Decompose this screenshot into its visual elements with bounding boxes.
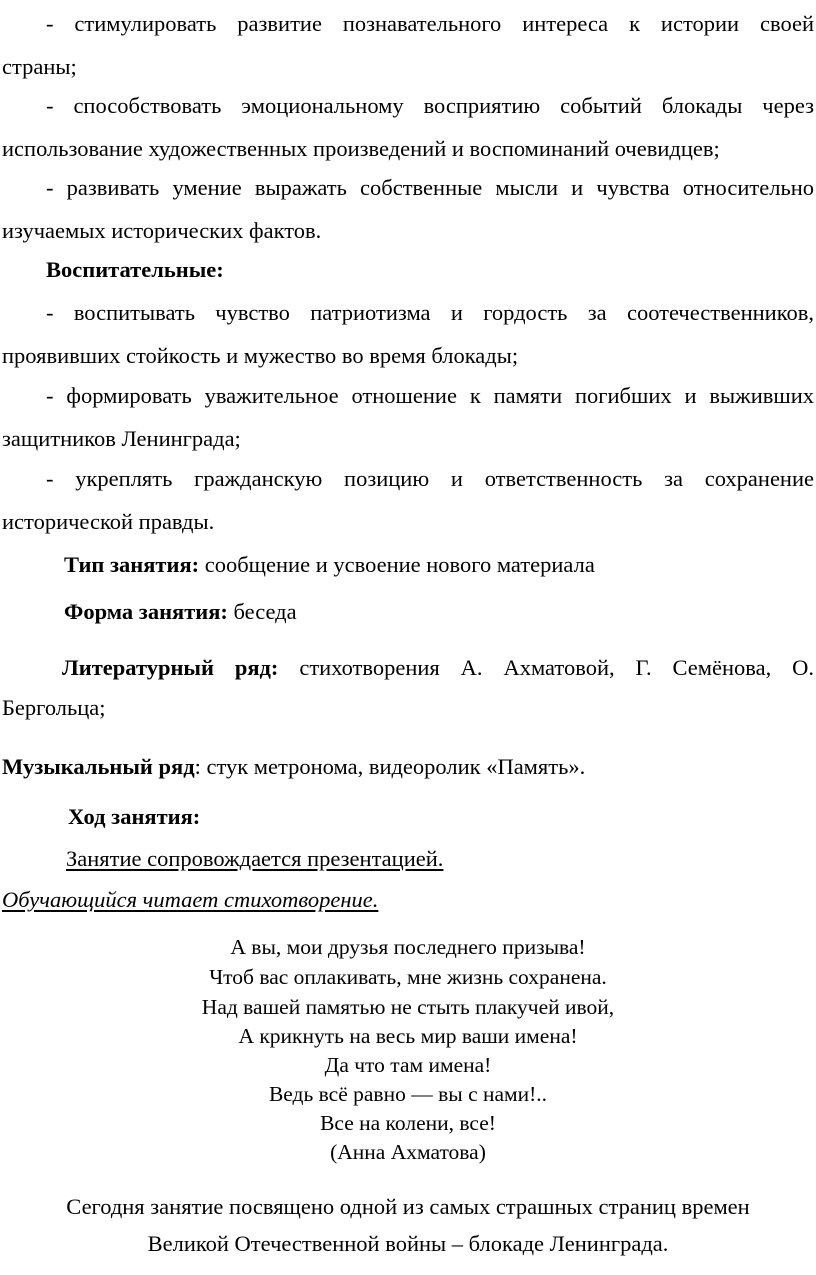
procedure-heading: Ход занятия: (68, 804, 201, 829)
literary-series (2, 648, 814, 728)
educational-item-3 (2, 457, 814, 543)
poem-line-3: Над вашей памятью не стыть плакучей ивой, (201, 995, 615, 1019)
objective-item-3-line1: - развивать умение выражать собственные мысли и чувства относительно (46, 175, 814, 200)
poem-line-6: Ведь всё равно — вы с нами!.. (268, 1082, 548, 1106)
musical-series-value: : стук метронома, видеоролик «Память». (194, 754, 586, 779)
educational-item-1 (2, 291, 814, 377)
objective-item-2 (2, 84, 814, 170)
literary-series-label: Литературный ряд: (62, 655, 279, 680)
reading-instruction: Обучающийся читает стихотворение. (2, 887, 379, 912)
educational-item-3-line1: - укреплять гражданскую позицию и ответственность за сохранение (46, 466, 814, 491)
objective-item-2-line1: - способствовать эмоциональному восприятию событий блокады через (46, 93, 814, 118)
lesson-type (64, 549, 595, 581)
literary-series-value: стихотворения А. Ахматовой, Г. Семёнова, О. (278, 655, 815, 680)
objective-item-1-line1: - стимулировать развитие познавательного интереса к истории своей (46, 11, 814, 36)
educational-item-2-line1: - формировать уважительное отношение к памяти погибших и выживших (46, 383, 814, 408)
objective-item-1-line2: страны; (2, 54, 77, 79)
educational-item-2-line2: защитников Ленинграда; (2, 426, 241, 451)
educational-item-1-line1: - воспитывать чувство патриотизма и гордость за соотечественников, (46, 300, 814, 325)
poem-line-2: Чтоб вас оплакивать, мне жизнь сохранена. (209, 965, 607, 989)
lesson-form-value: беседа (227, 599, 297, 624)
lesson-type-value: сообщение и усвоение нового материала (199, 552, 595, 577)
objective-item-3 (2, 166, 814, 252)
objective-item-2-line2: использование художественных произведений и воспоминаний очевидцев; (2, 136, 720, 161)
lesson-form (64, 596, 297, 628)
literary-series-line1 (2, 648, 814, 688)
poem-line-7: Все на колени, все! (320, 1111, 496, 1135)
lesson-type-label: Тип занятия: (64, 552, 200, 577)
objective-item-1 (2, 2, 814, 88)
poem-author: (Анна Ахматова) (330, 1140, 486, 1164)
educational-item-2 (2, 374, 814, 460)
musical-series-label: Музыкальный ряд (2, 754, 195, 779)
educational-heading: Воспитательные: (46, 257, 224, 282)
poem-line-4: А крикнуть на весь мир ваши имена! (238, 1024, 578, 1048)
lesson-form-label: Форма занятия: (64, 599, 228, 624)
educational-item-3-line2: исторической правды. (2, 509, 215, 534)
presentation-note: Занятие сопровождается презентацией. (66, 846, 444, 871)
literary-series-line2: Бергольца; (2, 695, 106, 720)
educational-item-1-line2: проявивших стойкость и мужество во время блокады; (2, 343, 519, 368)
closing-line-2: Великой Отечественной войны – блокаде Ленинграда. (147, 1231, 669, 1256)
poem-line-5: Да что там имена! (324, 1053, 492, 1077)
objective-item-3-line2: изучаемых исторических фактов. (2, 218, 322, 243)
poem-line-1: А вы, мои друзья последнего призыва! (230, 935, 586, 959)
musical-series (2, 751, 585, 783)
closing-line-1: Сегодня занятие посвящено одной из самых страшных страниц времен (66, 1194, 750, 1219)
